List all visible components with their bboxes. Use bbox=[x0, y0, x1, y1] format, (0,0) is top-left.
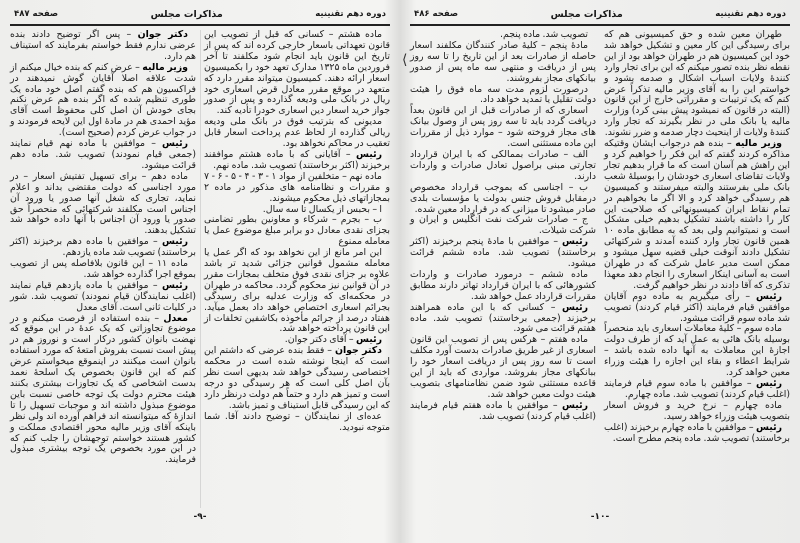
page-486 bbox=[400, 0, 800, 543]
paragraph bbox=[204, 215, 390, 248]
paragraph-text: ب – بجرم – شرکاء و معاونین بطور تضامنی بجزای نقدی معادل دو برابر مبلغ موضوع عمل یا معامله ممنوع bbox=[204, 214, 390, 248]
speaker-name: وزیر مالیه bbox=[142, 61, 188, 73]
speaker-name: رئیس bbox=[562, 301, 588, 313]
page-footer: -۹- bbox=[193, 512, 207, 522]
paragraph-text: – بنده استفاده از فرصت میکنم و در موضوع تجاوزاتی که یک عدهٔ در این موقع که نهضت بانوان کشور درکار است و نوروز هم در پیش است نسبت بفروش امتعهٔ که مورد استفاده بانوان است میکنند در اینموقع میخواستم عرض کنم که این قانون بخصوص یک اسلحهٔ نعمد بدست اشخاصی که یک تجاوزات بیشتری بکنند هیئت محترم دولت یک توجه خاصی نسبت باین موضوع مبذول داشته اند و موجبات تسهیل را تا اندازهٔ که میتوانسته اند فراهم آورده اند ولی نظر باینکه آقای وزیر مالیه محور اقتصادی مملکت و کشور هستند خواستم توجهشان را جلب کنم که در این مورد بخصوص یک توجه بیشتری مبذول فرمایند. bbox=[10, 312, 196, 466]
page-header bbox=[10, 6, 390, 22]
paragraph-text: طهران معین شده و حق کمیسیونی هم که برای رسیدگی این کار معین و تشکیل خواهد شد خود این کمیسیون هم در طهران خواهد بود از این نقطه نظر بنده تصور میکنم که این برای تجار وارد کنندهٔ ولایات اسباب اشکال و صدمه بشود و خواستم این را به آقای وزیر مالیه تذکراً عرض کنم که یک ترتیبات و مقرراتی خارج از این قانون (البته در قانون که نمیشود پیش بینی کرد) وزارت مالیه یا بانک ملی در نظر بگیرند که تجار وارد کنندهٔ ولایات از اینحیث دچار صدمه و ضرر نشوند. bbox=[604, 29, 790, 139]
speaker-name: رئیس bbox=[562, 236, 588, 248]
text-columns bbox=[10, 30, 390, 508]
paragraph-text: عده‌ای از نمایندگان – توضیح دادند آقا. شما متوجه نبودید. bbox=[204, 410, 390, 433]
paragraph bbox=[410, 106, 596, 150]
speaker-name: معدل bbox=[163, 312, 188, 324]
paragraph-text: – موافقین با ماده سوم قیام فرمایند (اغلب قیام کردند) تصویب شد. ماده چهارم. bbox=[604, 378, 790, 400]
paragraph-text: – فقط بنده عرضی که داشتم این است که اینجا نوشته شده است در محکمه اختصاصی رسیدگی خواهد شد بدیهی است نظر بآن اصل کلی است که هر رسیدگی دو درجه است و تمیز هم دارد و حتماً هم دولت درنظر دارد که این رسیدگی قابل استیناف و تمیز باشد. bbox=[204, 345, 390, 411]
speaker-name: رئیس bbox=[356, 148, 382, 160]
header-rule bbox=[10, 24, 390, 26]
paragraph-text: ب – اجناسی که بموجب قرارداد مخصوص درمقابل فروش جنس بدولت یا مؤسسات بلدی صادر میشود تا میزانی که در قرارداد معین شده. bbox=[410, 181, 596, 215]
speaker-name: رئیس bbox=[356, 334, 382, 346]
paragraph bbox=[604, 324, 790, 379]
speaker-name: دکتر جوان bbox=[137, 29, 188, 40]
paragraph-text: ماده هشتم – کسانی که قبل از تصویب این قانون تعهداتی باسعار خارجی کرده اند که پس از تاریخ این قانون باید انجام شود مکلفند تا آخر فروردین ماه ۱۳۲۵ مدارک تعهد خود را بکمیسیون اسعار ارائه دهند. کمیسیون میتواند مقرر دارد که متعهد در موقع مقرر معادل قرض اسعاری خود ریال در بانک ملی ودیعه گذارده و پس از صدور جواز خرید اسعار دین اسعاری خودرا تأدیه کند. bbox=[204, 29, 390, 117]
paragraph-text: تصویب شد. ماده پنجم. bbox=[500, 29, 588, 40]
speaker-name: رئیس bbox=[756, 421, 782, 433]
text-column-right bbox=[604, 30, 790, 508]
paragraph-text: ماده ششم – درمورد صادرات و واردات کشورهائی که با ایران قرارداد تهاتر دارند مطابق مقررات قرارداد عمل خواهد شد. bbox=[410, 268, 596, 302]
paragraph bbox=[10, 63, 196, 139]
running-title: مذاکرات مجلس bbox=[550, 8, 623, 20]
paragraph bbox=[10, 314, 196, 467]
speaker-name: رئیس bbox=[162, 236, 188, 248]
paragraph bbox=[604, 423, 790, 445]
paragraph bbox=[604, 401, 790, 423]
text-column-right bbox=[204, 30, 390, 508]
text-columns bbox=[402, 29, 790, 508]
paragraph bbox=[204, 346, 390, 411]
paragraph bbox=[204, 150, 390, 172]
paragraph bbox=[204, 412, 390, 434]
paragraph bbox=[410, 237, 596, 270]
paragraph bbox=[10, 172, 196, 237]
paragraph-text: ماده چهارم – نرخ خرید و فروش اسعار بتصویب هیئت وزراء خواهد رسید. bbox=[604, 399, 790, 422]
paragraph-text: ماده نهم – متخلفین از مواد ۱ - ۳ - ۴ - ۵ - ۶ - ۷ و مقررات و نظامنامه های مذکور در ماده ۲ بمجازاتهای ذیل محکوم میشوند. bbox=[204, 170, 390, 204]
paragraph-text: – موافقین با ماده یازدهم قیام نمایند (اغلب نمایندگان قیام نمودند) تصویب شد. شور در کلیات ثانی است. آقای معدل bbox=[10, 279, 196, 313]
paragraph bbox=[410, 401, 596, 423]
paragraph-text: ماده ۱۱ – این قانون بلافاصله پس از تصویب بموقع اجرا گذارده خواهد شد. bbox=[10, 258, 196, 280]
paragraph bbox=[604, 292, 790, 325]
paragraph bbox=[10, 281, 196, 314]
speaker-name: رئیس bbox=[162, 138, 188, 150]
speaker-name: رئیس bbox=[756, 378, 782, 389]
volume-label: دوره دهم تقنینیه bbox=[315, 9, 386, 19]
paragraph-text: ا – بحبس از یکسال تا سه سال. bbox=[262, 203, 382, 215]
speaker-name: وزیر مالیه bbox=[735, 138, 782, 150]
paragraph bbox=[410, 303, 596, 336]
paragraph-text: – آقای دکتر جوان. bbox=[284, 334, 356, 346]
paragraph bbox=[10, 259, 196, 281]
paragraph-text: ماده هفتم – هرکس پس از تصویب این قانون اسعاری از غیر طریق صادرات بدست آورد مکلف است تا سه روز پس از دریافت اسعار خود را ببانکهای مجاز بفروشد. مواردی که باید از این قاعده مستثنی شود ضمن نظامنامهای بتصویب هیئت دولت معین خواهد شد. bbox=[410, 334, 596, 400]
paragraph bbox=[204, 172, 390, 205]
margin-mark-icon: ⟨ bbox=[402, 52, 408, 68]
paragraph bbox=[410, 215, 596, 237]
paragraph bbox=[410, 270, 596, 303]
text-column-left bbox=[10, 30, 196, 508]
paragraph-text: – موافقین با ماده دهم برخیزند (اکثر برخاستند) تصویب شد ماده یازدهم. bbox=[10, 236, 196, 259]
paragraph-text: مادهٔ پنجم – کلیهٔ صادر کنندگان مکلفند اسعار حاصله از صادرات بعد از این تاریخ را تا سه روز پس از دریافت و منتهی سه ماه پس از صدور بیانکهای مجاز بفروشند. bbox=[410, 39, 596, 84]
page-footer: -۱۰- bbox=[590, 512, 610, 522]
paragraph bbox=[10, 237, 196, 259]
header-rule bbox=[410, 24, 790, 26]
column-divider bbox=[200, 30, 201, 508]
paragraph-text: – پس اگر توضیح دادند بنده عرضی ندارم فقط خواستم بفرمایند که استیناف هم دارد. bbox=[10, 29, 196, 62]
paragraph bbox=[604, 139, 790, 292]
paragraph-text: – کسانی که با این ماده همراهند برخیزند (جمعی برخاستند) تصویب شد. ماده هفتم قرائت می شود. bbox=[410, 301, 596, 335]
running-title: مذاکرات مجلس bbox=[150, 8, 223, 20]
paragraph-text: مدیونی که بترتیب فوق در بانک ملی ودیعه ریالی گذارده از لحاظ عدم پرداخت اسعار قابل تعقیب در محاکم نخواهد بود. bbox=[204, 116, 390, 150]
paragraph-text: ج – صادرات شرکت نفت انگلیس و ایران و شرکت شیلات. bbox=[410, 214, 596, 237]
speaker-name: دکتر جوان bbox=[334, 345, 382, 357]
paragraph-text: این امر مانع از این نخواهد بود که اگر عمل یا معامله مشمول قوانین جزائی شدید تر باشد علاوه بر جزای نقدی فوق متخلف بمجازات مقرر در آن قوانین نیز محکوم گردد. محاکمه در طهران در محکمه‌ای که وزارت عدلیه برای رسیدگی بجرائم اسعاری اختصاص خواهد داد بعمل میآید. هفتاد درصد از جرائم مأخوذه بکاشفین تخلفات از این قانون پرداخته خواهد شد. bbox=[204, 247, 390, 335]
page-header bbox=[410, 6, 790, 22]
paragraph-text: – عرض کنم که بنده خیال میکنم از شدت علاقه اصلا آقایان گوش نمیدهند در فراکسیون هم که بنده گفتم اصل خود ماده یک طوری تنظیم شده که اگر بنده هم عرض نکنم بجای خودش آن اصل کلی محفوظ است آقای مؤید احمدی هم در مادهٔ اول این لایحه فرمودند و در جواب عرض کردم (صحیح است). bbox=[10, 61, 196, 139]
page-number: صفحه ۴۸۷ bbox=[14, 9, 59, 19]
paragraph-text: – موافقین با ماده چهارم برخیزند (اغلب برخاستند) تصویب شد. ماده پنجم مطرح است. bbox=[604, 421, 790, 444]
paragraph bbox=[204, 117, 390, 150]
speaker-name: رئیس bbox=[562, 399, 588, 411]
speaker-name: رئیس bbox=[756, 290, 782, 302]
paragraph-text: ماده سوم – کلیهٔ معاملات اسعاری باید منحصراً بوسیله بانک هائی به عمل آید که از طرف دولت اجازهٔ این معاملات به آنها داده شده باشد – شرایط اعطاء و بقاء این اجازه را هیئت وزراء معین خواهد کرد. bbox=[604, 323, 790, 379]
text-column-left bbox=[410, 30, 596, 508]
paragraph bbox=[604, 379, 790, 401]
paragraph bbox=[10, 139, 196, 172]
paragraph bbox=[604, 30, 790, 139]
paragraph-text: الف – صادرات بممالکی که با ایران قرارداد تجارتی مبنی براصول تعادل صادرات و واردات دارند. bbox=[410, 148, 596, 182]
volume-label: دوره دهم تقنینیه bbox=[715, 9, 786, 19]
paragraph-text: ماده دهم – برای تسهیل تفتیش اسعار – در مورد اجناسی که دولت مقتضی بداند و اعلام نماید، تجاری که شغل آنها صدور یا ورود آن اجناس است مکلفند شرکتهائی که منحصراً حق صدور یا ورود آن اجناس با آنها داده خواهد شد تشکیل بدهند. bbox=[10, 170, 196, 237]
paragraph bbox=[204, 30, 390, 117]
paragraph bbox=[410, 41, 596, 85]
paragraph-text: – بنده هم درجواب ایشان وقتیکه مذاکره کردند گفتم که این فکر را خواهیم کرد و این راهش هم آسان است که ما قرار بدهیم تجار ولایات تقاضای اسعاری خودشان را بوسیلهٔ شعب بانک ملی بفرستند والبته میفرستند و کمیسیون هم رسیدگی خواهد کرد و الا اگر ما بخواهیم در تمام نقاط ایران کمیسیونهائی که صلاحیت این کار را داشته باشند تشکیل بدهیم خیلی مشکل است و نمیتوانیم ولی بعد که به مطابق ماده ۱۰ همین قانون تجار وارد کننده آمدند و شرکتهائی تشکیل دادند آنوقت خیلی قضیه سهل میشود و ممکن است مدیر عامل شرکت که در طهران است به آسانی اینکار اسعاری را انجام دهد معهذا تذکری که آقا دادند در نظر خواهیم گرفت. bbox=[604, 138, 790, 291]
paragraph-text: – آقایانی که با ماده هشتم موافقند برخیزند (اکثر برخاستند) تصویب شد. ماده نهم. bbox=[204, 148, 390, 171]
paragraph bbox=[410, 85, 596, 107]
paragraph-text: درصورت لزوم مدت سه ماه فوق را هیئت دولت تقلیل یا تمدید خواهد داد. bbox=[410, 83, 596, 106]
paragraph-text: اسعاری که از صادرات قبل از این قانون بعداً دریافت گردد باید تا سه روز پس از وصول بیانک های مجاز فروخته شود – موارد ذیل از مقررات این ماده مستثنی است. bbox=[410, 105, 596, 150]
paragraph bbox=[410, 150, 596, 183]
speaker-name: رئیس bbox=[162, 279, 188, 291]
paragraph-text: – رأی میگیریم به ماده دوم آقایان موافقین قیام فرمایند (اکثر قیام کردند) تصویب شد ماده سوم قرائت میشود. bbox=[604, 290, 790, 324]
paragraph bbox=[410, 335, 596, 400]
paragraph-text: – موافقین با مادهٔ پنجم برخیزند (اکثر برخاستند) تصویب شد. ماده ششم قرائت میشود. bbox=[410, 236, 596, 270]
paragraph-text: – موافقین با ماده هفتم قیام فرمایند (اغلب قیام کردند) تصویب شد. bbox=[410, 399, 596, 422]
page-number: صفحه ۴۸۶ bbox=[414, 9, 459, 19]
paragraph bbox=[204, 248, 390, 335]
paragraph bbox=[410, 183, 596, 216]
paragraph-text: – موافقین با ماده نهم قیام نمایند (جمعی قیام نمودند) تصویب شد. ماده دهم قرائت میشود. bbox=[10, 138, 196, 171]
paragraph bbox=[10, 30, 196, 63]
